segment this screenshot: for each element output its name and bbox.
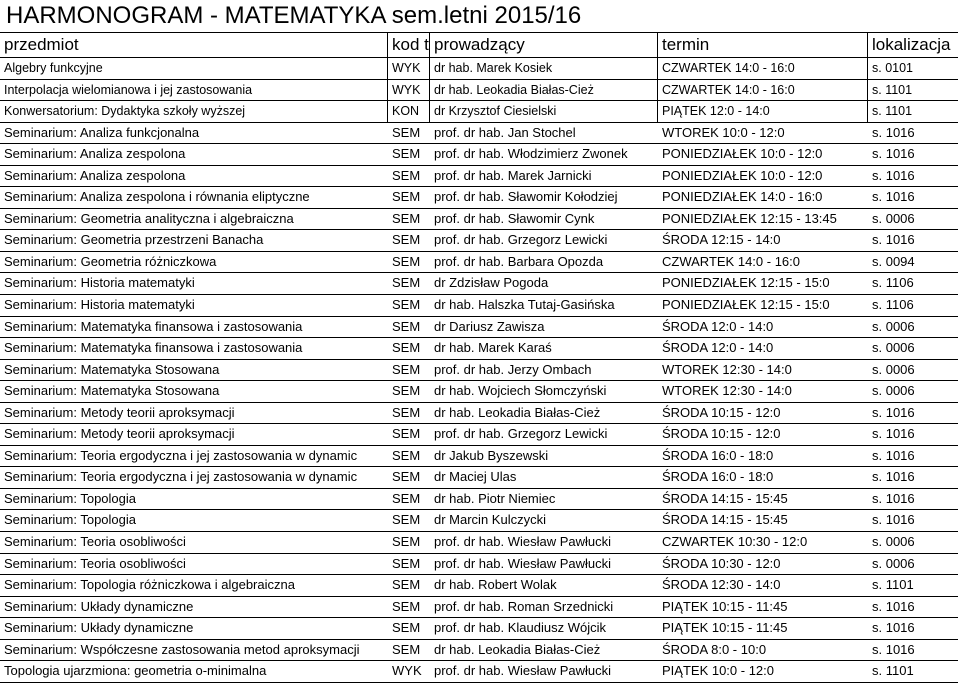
table-row [0, 554, 958, 576]
table-row [0, 209, 958, 231]
cell-termin: WTOREK 10:0 - 12:0 [662, 124, 785, 140]
cell-termin: ŚRODA 10:30 - 12:0 [662, 555, 781, 571]
cell-kod: SEM [392, 490, 421, 506]
cell-przedmiot: Seminarium: Topologia różniczkowa i algebraiczna [4, 577, 295, 593]
header-lokalizacja: lokalizacja [872, 35, 951, 54]
cell-termin: CZWARTEK 14:0 - 16:0 [662, 253, 800, 269]
cell-lokalizacja: s. 1106 [872, 275, 914, 291]
cell-lokalizacja: s. 1016 [872, 232, 915, 248]
table-body [0, 58, 958, 683]
table-row [0, 295, 958, 317]
table-row [0, 317, 958, 339]
table-row [0, 144, 958, 166]
cell-prowadzacy: dr hab. Halszka Tutaj-Gasińska [434, 297, 615, 313]
cell-prowadzacy: dr Jakub Byszewski [434, 447, 549, 463]
cell-przedmiot: Seminarium: Analiza zespolona [4, 146, 186, 162]
cell-termin: WTOREK 12:30 - 14:0 [662, 361, 792, 377]
cell-lokalizacja: s. 1016 [872, 620, 915, 636]
cell-kod: SEM [392, 253, 421, 269]
cell-lokalizacja: s. 1016 [872, 404, 915, 420]
cell-przedmiot: Seminarium: Teoria ergodyczna i jej zastosowania w dynamic [4, 447, 358, 463]
cell-kod: WYK [392, 663, 422, 679]
cell-prowadzacy: dr hab. Marek Kosiek [430, 58, 658, 79]
cell-lokalizacja: s. 0006 [872, 210, 915, 226]
cell-termin: CZWARTEK 14:0 - 16:0 [658, 58, 868, 79]
table-row [0, 403, 958, 425]
table-row [0, 640, 958, 662]
cell-lokalizacja: s. 1101 [872, 577, 914, 593]
cell-prowadzacy: dr Marcin Kulczycki [434, 512, 546, 528]
cell-prowadzacy: prof. dr hab. Sławomir Kołodziej [434, 189, 618, 205]
cell-lokalizacja: s. 1101 [872, 663, 914, 679]
cell-lokalizacja: s. 1016 [872, 167, 915, 183]
cell-lokalizacja: s. 0006 [872, 383, 915, 399]
cell-termin: PONIEDZIAŁEK 14:0 - 16:0 [662, 189, 823, 205]
cell-prowadzacy: dr Zdzisław Pogoda [434, 275, 549, 291]
cell-termin: ŚRODA 14:15 - 15:45 [662, 490, 788, 506]
cell-termin: ŚRODA 16:0 - 18:0 [662, 447, 774, 463]
cell-termin: ŚRODA 12:30 - 14:0 [662, 577, 781, 593]
cell-prowadzacy: prof. dr hab. Klaudiusz Wójcik [434, 620, 606, 636]
cell-lokalizacja: s. 1016 [872, 490, 915, 506]
cell-termin: ŚRODA 10:15 - 12:0 [662, 404, 781, 420]
cell-prowadzacy: prof. dr hab. Wiesław Pawłucki [434, 555, 612, 571]
cell-termin: PONIEDZIAŁEK 10:0 - 12:0 [662, 167, 823, 183]
cell-przedmiot: Seminarium: Geometria przestrzeni Banacha [4, 232, 264, 248]
cell-kod: SEM [392, 534, 421, 550]
cell-prowadzacy: prof. dr hab. Grzegorz Lewicki [434, 232, 608, 248]
cell-przedmiot: Seminarium: Historia matematyki [4, 297, 195, 313]
table-row [0, 446, 958, 468]
cell-kod: SEM [392, 340, 421, 356]
table-row [0, 101, 958, 123]
cell-lokalizacja: s. 1106 [872, 297, 914, 313]
cell-termin: PIĄTEK 10:15 - 11:45 [662, 598, 788, 614]
cell-przedmiot: Seminarium: Topologia [4, 490, 136, 506]
cell-termin: ŚRODA 10:15 - 12:0 [662, 426, 781, 442]
cell-termin: PIĄTEK 10:0 - 12:0 [662, 663, 775, 679]
cell-przedmiot: Seminarium: Matematyka finansowa i zastosowania [4, 318, 303, 334]
cell-lokalizacja: s. 1016 [872, 426, 915, 442]
cell-lokalizacja: s. 1016 [872, 447, 915, 463]
cell-prowadzacy: dr hab. Leokadia Białas-Cież [434, 404, 601, 420]
cell-przedmiot: Algebry funkcyjne [0, 58, 388, 79]
cell-termin: ŚRODA 8:0 - 10:0 [662, 641, 767, 657]
cell-kod: SEM [392, 297, 421, 313]
cell-lokalizacja: s. 0101 [872, 61, 914, 75]
table-row [0, 230, 958, 252]
cell-lokalizacja: s. 1016 [872, 124, 915, 140]
cell-prowadzacy: prof. dr hab. Wiesław Pawłucki [434, 663, 612, 679]
cell-prowadzacy: prof. dr hab. Sławomir Cynk [434, 210, 595, 226]
table-header [0, 33, 958, 58]
cell-prowadzacy: dr hab. Leokadia Białas-Cież [430, 80, 658, 101]
cell-kod: SEM [392, 146, 421, 162]
cell-przedmiot: Seminarium: Metody teorii aproksymacji [4, 404, 235, 420]
cell-lokalizacja: s. 1101 [872, 104, 913, 119]
cell-termin: PIĄTEK 12:0 - 14:0 [658, 101, 868, 122]
cell-lokalizacja: s. 0006 [872, 534, 915, 550]
cell-prowadzacy: dr hab. Marek Karaś [434, 340, 552, 356]
table-row [0, 467, 958, 489]
cell-przedmiot: Seminarium: Analiza funkcjonalna [4, 124, 200, 140]
cell-kod: KON [388, 101, 430, 122]
cell-przedmiot: Seminarium: Teoria osobliwości [4, 555, 186, 571]
cell-przedmiot: Seminarium: Matematyka Stosowana [4, 361, 220, 377]
cell-prowadzacy: prof. dr hab. Barbara Opozda [434, 253, 604, 269]
cell-kod: SEM [392, 447, 421, 463]
table-row [0, 166, 958, 188]
cell-kod: SEM [392, 620, 421, 636]
cell-lokalizacja: s. 0006 [872, 555, 915, 571]
cell-lokalizacja: s. 1016 [872, 189, 915, 205]
cell-przedmiot: Seminarium: Układy dynamiczne [4, 598, 194, 614]
cell-lokalizacja: s. 0006 [872, 361, 915, 377]
cell-prowadzacy: prof. dr hab. Jerzy Ombach [434, 361, 592, 377]
cell-przedmiot: Seminarium: Geometria różniczkowa [4, 253, 217, 269]
cell-termin: ŚRODA 12:0 - 14:0 [662, 318, 774, 334]
cell-przedmiot: Seminarium: Matematyka finansowa i zastosowania [4, 340, 303, 356]
schedule-table [0, 32, 958, 683]
cell-termin: ŚRODA 16:0 - 18:0 [662, 469, 774, 485]
table-row [0, 58, 958, 80]
cell-termin: PONIEDZIAŁEK 10:0 - 12:0 [662, 146, 823, 162]
table-row [0, 187, 958, 209]
cell-termin: PONIEDZIAŁEK 12:15 - 13:45 [662, 210, 837, 226]
cell-kod: SEM [392, 577, 421, 593]
table-row [0, 252, 958, 274]
cell-lokalizacja: s. 1016 [872, 146, 915, 162]
cell-przedmiot: Seminarium: Geometria analityczna i algebraiczna [4, 210, 294, 226]
cell-prowadzacy: dr hab. Leokadia Białas-Cież [434, 641, 601, 657]
cell-prowadzacy: prof. dr hab. Włodzimierz Zwonek [434, 146, 628, 162]
cell-kod: SEM [392, 469, 421, 485]
page-title: HARMONOGRAM - MATEMATYKA sem.letni 2015/16 [6, 2, 582, 29]
cell-prowadzacy: dr Maciej Ulas [434, 469, 517, 485]
table-row [0, 510, 958, 532]
cell-prowadzacy: prof. dr hab. Roman Srzednicki [434, 598, 614, 614]
cell-lokalizacja: s. 0006 [872, 340, 915, 356]
cell-prowadzacy: prof. dr hab. Wiesław Pawłucki [434, 534, 612, 550]
cell-lokalizacja: s. 0006 [872, 318, 915, 334]
cell-termin: PONIEDZIAŁEK 12:15 - 15:0 [662, 275, 830, 291]
table-row [0, 618, 958, 640]
table-row [0, 381, 958, 403]
cell-przedmiot: Konwersatorium: Dydaktyka szkoły wyższej [0, 101, 388, 122]
cell-prowadzacy: dr Dariusz Zawisza [434, 318, 545, 334]
cell-kod: SEM [392, 318, 421, 334]
cell-prowadzacy: dr hab. Wojciech Słomczyński [434, 383, 607, 399]
table-row [0, 424, 958, 446]
cell-przedmiot: Seminarium: Metody teorii aproksymacji [4, 426, 235, 442]
cell-przedmiot: Seminarium: Topologia [4, 512, 136, 528]
cell-kod: SEM [392, 124, 421, 140]
cell-prowadzacy: prof. dr hab. Jan Stochel [434, 124, 576, 140]
cell-kod: WYK [388, 80, 430, 101]
cell-kod: SEM [392, 512, 421, 528]
cell-kod: SEM [392, 598, 421, 614]
cell-kod: SEM [392, 426, 421, 442]
table-row [0, 489, 958, 511]
table-row [0, 661, 958, 683]
cell-kod: SEM [392, 383, 421, 399]
cell-kod: WYK [388, 58, 430, 79]
cell-lokalizacja: s. 0094 [872, 253, 915, 269]
cell-przedmiot: Seminarium: Współczesne zastosowania metod aproksymacji [4, 641, 360, 657]
cell-kod: SEM [392, 404, 421, 420]
cell-kod: SEM [392, 275, 421, 291]
cell-lokalizacja: s. 1016 [872, 512, 915, 528]
cell-kod: SEM [392, 189, 421, 205]
cell-termin: ŚRODA 12:0 - 14:0 [662, 340, 774, 356]
cell-kod: SEM [392, 361, 421, 377]
header-przedmiot: przedmiot [0, 33, 388, 57]
cell-termin: ŚRODA 14:15 - 15:45 [662, 512, 788, 528]
cell-przedmiot: Seminarium: Analiza zespolona [4, 167, 186, 183]
cell-przedmiot: Topologia ujarzmiona: geometria o-minimalna [4, 663, 267, 679]
cell-przedmiot: Interpolacja wielomianowa i jej zastosowania [0, 80, 388, 101]
table-row [0, 338, 958, 360]
table-row [0, 123, 958, 145]
cell-lokalizacja: s. 1016 [872, 598, 915, 614]
cell-kod: SEM [392, 210, 421, 226]
cell-prowadzacy: dr hab. Robert Wolak [434, 577, 557, 593]
cell-termin: CZWARTEK 10:30 - 12:0 [662, 534, 808, 550]
header-kod: kod t [388, 33, 430, 57]
cell-termin: CZWARTEK 14:0 - 16:0 [658, 80, 868, 101]
cell-prowadzacy: prof. dr hab. Marek Jarnicki [434, 167, 592, 183]
cell-kod: SEM [392, 167, 421, 183]
header-prowadzacy: prowadzący [430, 33, 658, 57]
cell-przedmiot: Seminarium: Analiza zespolona i równania eliptyczne [4, 189, 310, 205]
table-row [0, 80, 958, 102]
cell-kod: SEM [392, 641, 421, 657]
cell-przedmiot: Seminarium: Układy dynamiczne [4, 620, 194, 636]
header-termin: termin [658, 33, 868, 57]
cell-termin: WTOREK 12:30 - 14:0 [662, 383, 792, 399]
cell-lokalizacja: s. 1016 [872, 641, 915, 657]
cell-termin: ŚRODA 12:15 - 14:0 [662, 232, 781, 248]
cell-prowadzacy: dr hab. Piotr Niemiec [434, 490, 556, 506]
cell-prowadzacy: prof. dr hab. Grzegorz Lewicki [434, 426, 608, 442]
cell-przedmiot: Seminarium: Matematyka Stosowana [4, 383, 220, 399]
cell-przedmiot: Seminarium: Teoria osobliwości [4, 534, 186, 550]
cell-przedmiot: Seminarium: Teoria ergodyczna i jej zastosowania w dynamic [4, 469, 358, 485]
cell-lokalizacja: s. 1016 [872, 469, 915, 485]
table-row [0, 273, 958, 295]
cell-kod: SEM [392, 232, 421, 248]
table-row [0, 575, 958, 597]
cell-termin: PIĄTEK 10:15 - 11:45 [662, 620, 788, 636]
cell-prowadzacy: dr Krzysztof Ciesielski [430, 101, 658, 122]
table-row [0, 597, 958, 619]
cell-kod: SEM [392, 555, 421, 571]
table-row [0, 532, 958, 554]
cell-lokalizacja: s. 1101 [872, 82, 913, 97]
table-row [0, 360, 958, 382]
cell-termin: PONIEDZIAŁEK 12:15 - 15:0 [662, 297, 830, 313]
cell-przedmiot: Seminarium: Historia matematyki [4, 275, 195, 291]
